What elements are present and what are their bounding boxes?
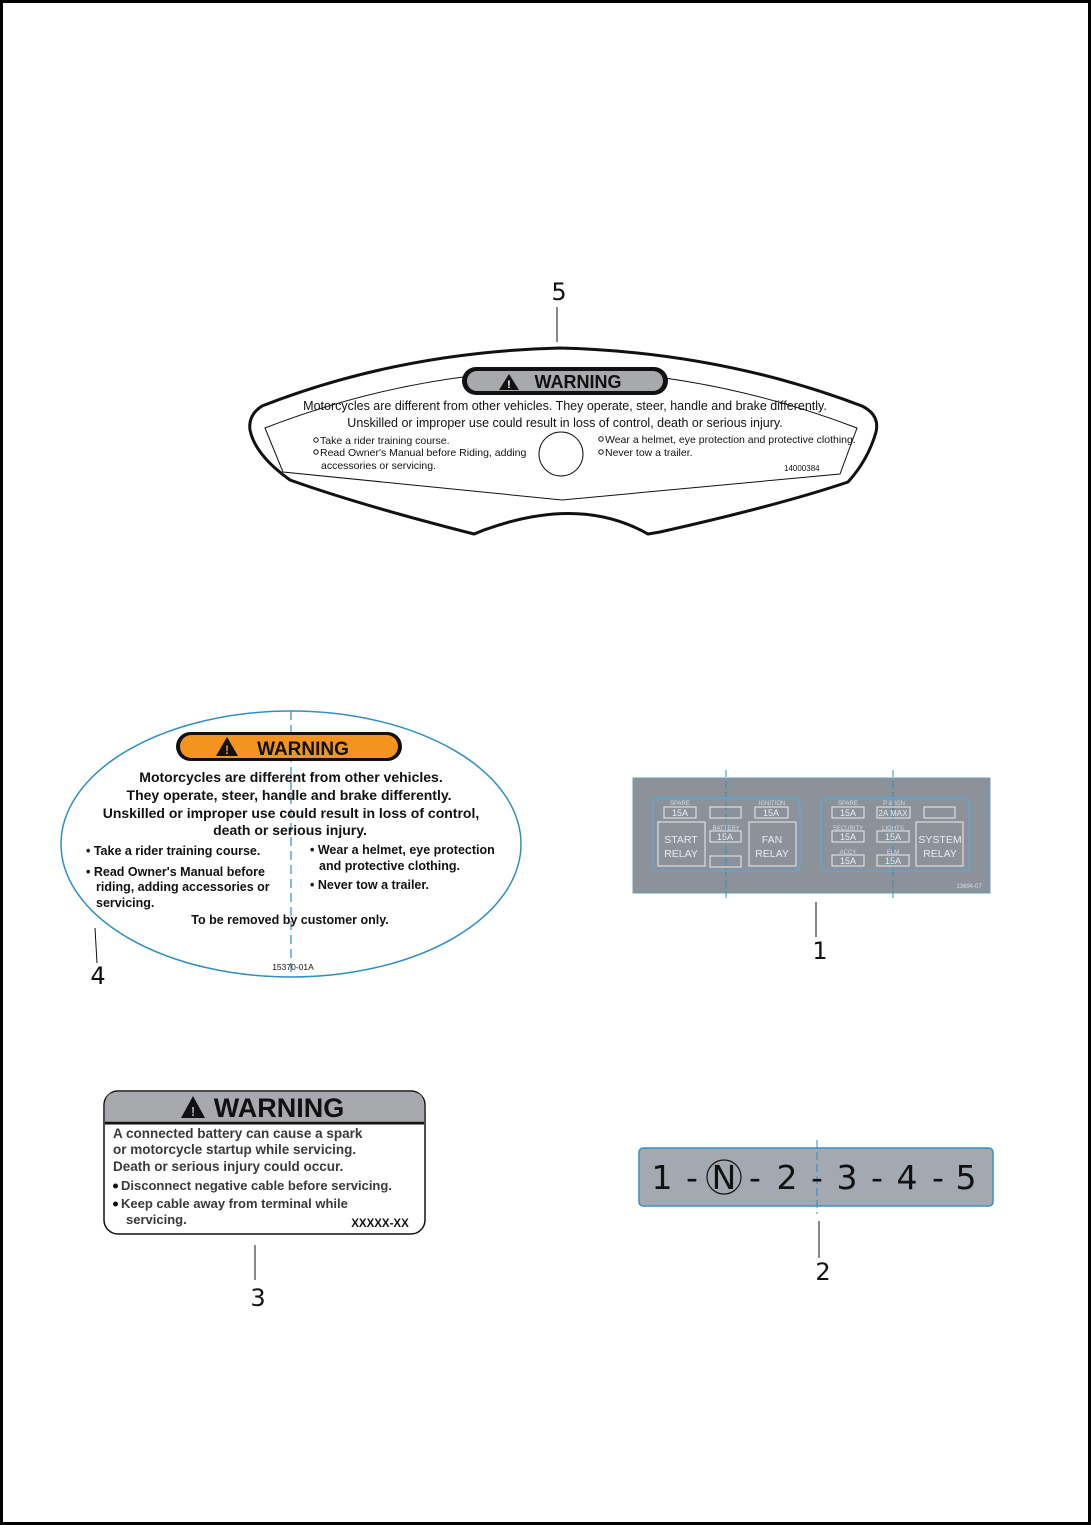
label-5-left-item-1: Take a rider training course. <box>320 435 450 447</box>
callout-5: 5 <box>551 278 567 306</box>
label-3-line-2: or motorcycle startup while servicing. <box>113 1142 357 1157</box>
label-2-gear-pattern <box>639 1140 993 1214</box>
label-3-line-1: A connected battery can cause a spark <box>113 1126 363 1141</box>
label-5-part-number: 14000384 <box>784 464 820 473</box>
gear-separator: - <box>932 1158 944 1197</box>
label-5-line-1: Motorcycles are different from other vehicles. They operate, steer, handle and brake differently. <box>303 399 827 413</box>
svg-text:START: START <box>664 834 698 846</box>
svg-text:IGNITION: IGNITION <box>758 801 786 807</box>
label-5-right-item-1: Wear a helmet, eye protection and protective clothing. <box>605 434 856 446</box>
label-5-line-2: Unskilled or improper use could result in loss of control, death or serious injury. <box>347 416 783 430</box>
svg-text:SYSTEM: SYSTEM <box>918 834 962 846</box>
label-4-line-2: They operate, steer, handle and brake differently. <box>126 787 452 803</box>
svg-text:BATTERY: BATTERY <box>712 826 740 832</box>
label-3-line-3: Death or serious injury could occur. <box>113 1159 344 1174</box>
label-5-right-item-2: Never tow a trailer. <box>605 447 693 459</box>
svg-text:15A: 15A <box>884 832 902 842</box>
svg-text:15A: 15A <box>671 808 689 818</box>
label-1-part-number: 13694-07 <box>956 884 982 890</box>
label-3-battery-warning <box>104 1091 425 1234</box>
callout-2: 2 <box>815 1258 831 1286</box>
svg-text:P & IGN: P & IGN <box>883 801 905 807</box>
gear-label-4: 4 <box>896 1158 918 1197</box>
gear-label-3: 3 <box>836 1158 858 1197</box>
callout-4: 4 <box>90 962 106 990</box>
gear-label-1: 1 <box>651 1158 673 1197</box>
label-3-bullet-2a: Keep cable away from terminal while <box>121 1196 348 1211</box>
svg-text:!: ! <box>507 379 511 391</box>
gear-separator: - <box>811 1158 823 1197</box>
svg-text:15A: 15A <box>839 808 857 818</box>
label-4-bullet-2c: servicing. <box>96 896 155 910</box>
label-3-banner-text: WARNING <box>213 1093 345 1123</box>
svg-text:15A: 15A <box>884 856 902 866</box>
label-3-bullet-2b: servicing. <box>126 1212 187 1227</box>
svg-text:15A: 15A <box>762 808 780 818</box>
svg-text:15A: 15A <box>716 832 734 842</box>
gear-separator: - <box>749 1158 761 1197</box>
svg-text:ACCY: ACCY <box>839 850 857 856</box>
callout-3: 3 <box>250 1284 266 1312</box>
label-4-part-number: 15370-01A <box>272 962 314 972</box>
label-5-left-item-2: Read Owner's Manual before Riding, adding <box>320 447 527 459</box>
gear-separator: - <box>686 1158 698 1197</box>
callout-1: 1 <box>812 937 828 965</box>
svg-text:!: ! <box>225 743 229 757</box>
label-4-removal-note: To be removed by customer only. <box>191 913 389 927</box>
label-4-bullet-3b: and protective clothing. <box>319 859 460 873</box>
svg-text:15A: 15A <box>839 856 857 866</box>
gear-label-n: N <box>711 1158 737 1197</box>
svg-text:LIGHTS: LIGHTS <box>882 826 904 832</box>
label-3-part-number: XXXXX-XX <box>351 1218 409 1230</box>
svg-text:2A MAX: 2A MAX <box>878 809 908 818</box>
label-4-bullet-2b: riding, adding accessories or <box>96 880 270 894</box>
label-5-banner-text: WARNING <box>534 372 622 392</box>
svg-text:SPARE: SPARE <box>670 801 690 807</box>
label-4-bullet-1: • Take a rider training course. <box>86 844 261 858</box>
label-4-line-1: Motorcycles are different from other vehicles. <box>139 769 443 785</box>
svg-text:SPARE: SPARE <box>838 801 858 807</box>
label-1-fuse-relay-panel <box>633 770 990 900</box>
svg-text:!: ! <box>190 1104 196 1119</box>
svg-text:15A: 15A <box>839 832 857 842</box>
svg-text:RELAY: RELAY <box>664 848 698 860</box>
svg-text:SECURITY: SECURITY <box>832 826 864 832</box>
label-4-line-4: death or serious injury. <box>213 822 367 838</box>
label-4-banner-text: WARNING <box>257 739 349 760</box>
label-3-bullet-1: Disconnect negative cable before servicing. <box>121 1178 392 1193</box>
gear-label-5: 5 <box>955 1158 977 1197</box>
label-4-bullet-3a: • Wear a helmet, eye protection <box>310 843 495 857</box>
label-4-oval-warning <box>61 711 521 977</box>
label-4-bullet-4: • Never tow a trailer. <box>310 878 430 892</box>
callout-4-leader <box>95 928 97 963</box>
svg-text:RELAY: RELAY <box>755 848 789 860</box>
gear-separator: - <box>871 1158 883 1197</box>
svg-text:ELM: ELM <box>886 850 900 856</box>
label-5-left-item-3: accessories or servicing. <box>321 460 436 472</box>
label-4-bullet-2a: • Read Owner's Manual before <box>86 865 265 879</box>
svg-text:FAN: FAN <box>761 834 783 846</box>
svg-text:RELAY: RELAY <box>923 848 957 860</box>
label-5-fairing-warning <box>250 348 877 534</box>
gear-label-2: 2 <box>776 1158 798 1197</box>
label-4-line-3: Unskilled or improper use could result in loss of control, <box>102 805 480 821</box>
